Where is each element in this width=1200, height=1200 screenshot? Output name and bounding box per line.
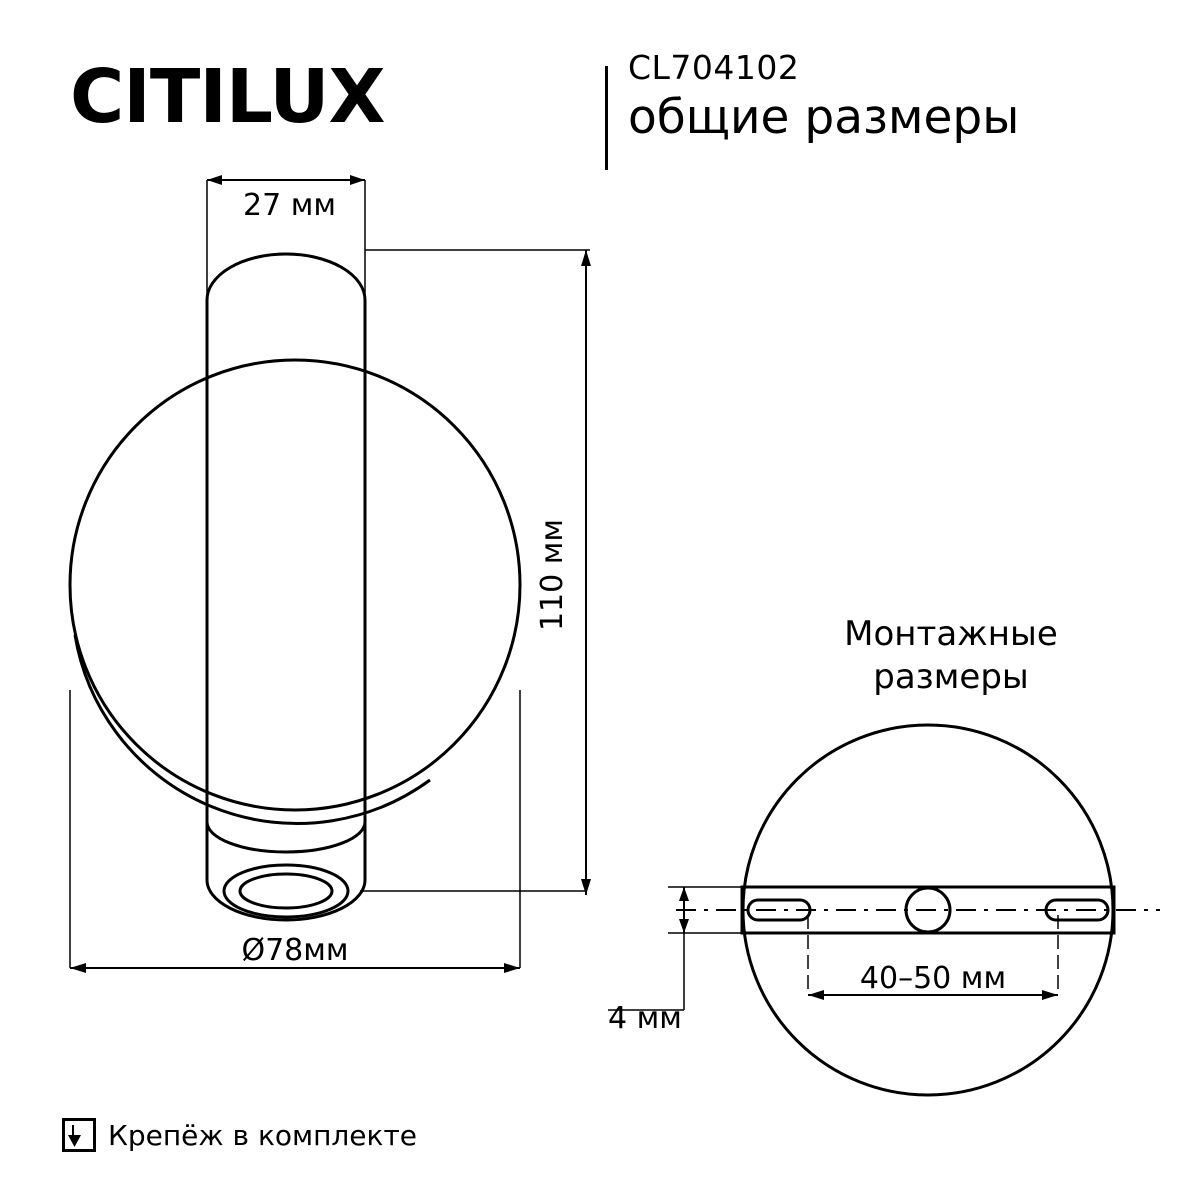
label-width: 27 мм — [243, 188, 336, 223]
dim-spacing-arrow-left — [808, 990, 824, 1000]
dim-thickness-arrow-top — [679, 887, 689, 901]
dim-spacing-arrow-right — [1042, 990, 1058, 1000]
footer-text: Крепёж в комплекте — [108, 1118, 417, 1152]
dim-height-arrow-bottom — [581, 879, 591, 895]
fasteners-included-icon — [62, 1118, 96, 1152]
model-code: CL704102 — [628, 48, 800, 87]
label-spacing: 40–50 мм — [859, 961, 1007, 996]
dim-width-arrow-right — [350, 175, 365, 185]
mounting-title-line2: размеры — [873, 657, 1029, 697]
label-thickness: 4 мм — [608, 1001, 682, 1036]
dim-height-arrow-top — [581, 250, 591, 266]
footer-note — [62, 1118, 417, 1152]
cylinder-top-cap — [207, 254, 365, 300]
brand-logo: CITILUX — [70, 54, 385, 140]
dim-thickness-arrow-bottom — [679, 919, 689, 933]
dim-width-arrow-left — [207, 175, 222, 185]
cylinder-ring-line — [207, 822, 365, 852]
cylinder-bottom-body — [207, 822, 365, 920]
page-title: общие размеры — [628, 90, 1020, 145]
dim-diameter-arrow-right — [504, 963, 520, 973]
lens-inner-ellipse — [240, 874, 332, 908]
dim-diameter-arrow-left — [70, 963, 86, 973]
wall-plate-outline — [70, 360, 520, 810]
label-height: 110 мм — [535, 518, 570, 632]
mounting-title-line1: Монтажные — [844, 614, 1058, 654]
label-diameter: Ø78мм — [241, 933, 349, 968]
